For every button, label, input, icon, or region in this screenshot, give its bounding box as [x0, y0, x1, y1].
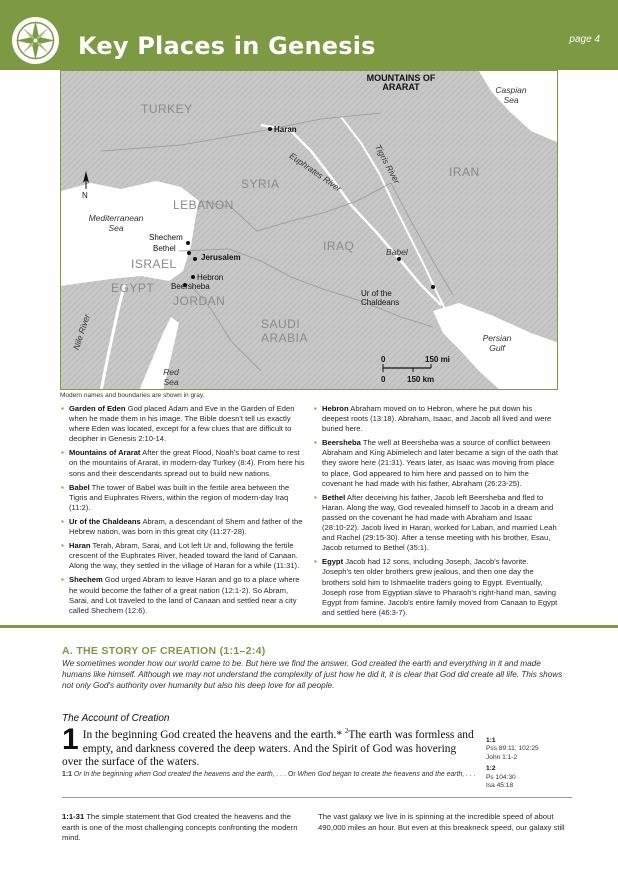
map-label-haran: Haran [274, 125, 297, 134]
cross-references [486, 737, 566, 793]
xref-group: 1:1 Pss 89:11; 102:25 John 1:1-2 [486, 737, 539, 761]
place-entry: ▪ Ur of the Chaldeans Abram, a descendant of Shem and father of the Hebrew nation, was born in this great city (11:27-28). [61, 517, 305, 537]
map-label-syria: SYRIA [241, 177, 280, 191]
map-marker-ur [431, 285, 435, 289]
place-entry: ▪ Babel The tower of Babel was built in the fertile area between the Tigris and Euphrates Rivers, within the region of modern-day Iraq (11:2). [61, 483, 305, 513]
map-label-mountains-of-ararat: MOUNTAINS OF ARARAT [366, 73, 436, 92]
scale-zero-km: 0 [381, 375, 386, 384]
study-note-column-1: 1:1-31 The simple statement that God created the heavens and the earth is one of the most challenging concepts confronting the modern mind. [62, 812, 298, 843]
map-label-tigris-river: Tigris River [372, 142, 402, 186]
map-label-jordan: JORDAN [173, 294, 226, 308]
place-entry: ▪ Mountains of Ararat After the great Flood, Noah's boat came to rest on the mountains of Ararat, in modern-day Turkey (8:4). From here his sons and their descendants spread out to build new nations. [61, 448, 305, 478]
place-entry: ▪ Bethel After deceiving his father, Jacob left Beersheba and fled to Haran. Along the way, God revealed himself to Jacob in a dream and passed on the covenant he had made with Abraham and Isaac (28:10-22). Jacob lived in Haran, worked for Laban, and married Leah and Rachel (29:15-30). After a tense meeting with his brother, Esau, Jacob returned to Bethel (35:1). [314, 493, 558, 554]
map-label-nile-river: Nile River [70, 312, 92, 352]
page-title: Key Places in Genesis [78, 32, 376, 60]
map-label-hebron: Hebron [197, 273, 224, 282]
section-divider [0, 625, 618, 628]
verse-2: The earth was formless and empty, and darkness covered the deep waters. And the Spirit of God was hovering over the surface of the waters. [62, 728, 474, 769]
place-entry: ▪ Garden of Eden God placed Adam and Eve in the Garden of Eden when he made them in his image. The Bible doesn't tell us exactly where Eden was located, except for a few clues that are difficult to decipher in Genesis 2:10-14. [61, 404, 305, 444]
places-column-left [61, 404, 305, 620]
xref-group: 1:2 Ps 104:30 Isa 45:18 [486, 765, 516, 790]
map-label-babel: Babel [386, 247, 408, 257]
scripture-text [62, 725, 476, 770]
place-entry: ▪ Egypt Jacob had 12 sons, including Joseph, Jacob's favorite. Joseph's ten older brothers grew jealous, and then one day the brothers sold him to Ishmaelite traders going to Egypt. Eventually, Joseph rose from Egyptian slave to Pharaoh's right-hand man, saving Egypt from famine. Jacob's entire family moved from Canaan to Egypt and settled here (46:3-7). [314, 557, 558, 618]
compass-rose-icon [12, 17, 59, 64]
map-label-red-sea: Red Sea [163, 367, 179, 387]
map-label-saudi-arabia: SAUDI ARABIA [261, 317, 309, 345]
section-title: A. THE STORY OF CREATION (1:1–2:4) [62, 645, 266, 657]
section-subheading: The Account of Creation [62, 713, 170, 724]
map-marker-bethel [187, 251, 191, 255]
scale-label-miles: 150 mi [425, 355, 450, 364]
map-label-egypt: EGYPT [111, 281, 155, 295]
genesis-map [60, 70, 558, 390]
map-label-lebanon: LEBANON [173, 198, 234, 212]
map-marker-hebron [191, 275, 195, 279]
page-number: page 4 [569, 34, 600, 45]
map-label-ur-of-the-chaldeans: Ur of the Chaldeans [361, 289, 400, 307]
place-entry: ▪ Hebron Abraham moved on to Hebron, where he put down his deepest roots (13:18). Abraham, Isaac, and Jacob all lived and were buried here. [314, 404, 558, 434]
place-entry: ▪ Haran Terah, Abram, Sarai, and Lot left Ur and, following the fertile crescent of the Euphrates River, headed toward the land of Canaan. Along the way, they settled in the village of Haran for a while (11:31). [61, 541, 305, 571]
place-entry: ▪ Beersheba The well at Beersheba was a source of conflict between Abraham and King Abimelech and later became a sign of the oath that they swore here (21:31). Years later, as Isaac was moving from place to place, God appeared to him here and passed on to him the covenant he had made with his father, Abraham (26:23-25). [314, 438, 558, 488]
scale-zero-miles: 0 [381, 355, 386, 364]
map-caption: Modern names and boundaries are shown in gray. [60, 392, 205, 399]
map-marker-babel [397, 257, 401, 261]
map-label-israel: ISRAEL [131, 257, 177, 271]
map-label-bethel: Bethel [153, 244, 176, 253]
map-label-euphrates-river: Euphrates River [287, 150, 344, 194]
map-label-shechem: Shechem [149, 233, 183, 242]
map-label-jerusalem: Jerusalem [201, 253, 241, 262]
map-label-persian-gulf: Persian Gulf [482, 333, 512, 353]
map-label-iran: IRAN [449, 165, 480, 179]
chapter-number: 1 [62, 723, 79, 756]
map-marker-shechem [186, 241, 190, 245]
map-label-caspian-sea: Caspian Sea [495, 85, 527, 105]
map-label-mediterranean-sea: Mediterranean Sea [88, 213, 144, 233]
map-label-beersheba: Beersheba [171, 282, 210, 291]
page-header [0, 0, 618, 70]
verse-1: In the beginning God created the heavens and the earth.* [82, 728, 343, 741]
map-label-north: N [82, 191, 88, 200]
section-intro: We sometimes wonder how our world came to be. But here we find the answer. God created the earth and everything in it and made humans like himself. Although we may not understand the complexity of just how he did it, it is clear that God did create all life. This shows not only God's authority over humanity but also his deep love for all people. [62, 659, 563, 691]
verse-2-number: 2 [344, 727, 349, 735]
places-column-right [314, 404, 558, 622]
map-marker-jerusalem [193, 257, 197, 261]
place-entry: ▪ Shechem God urged Abram to leave Haran and go to a place where he would become the father of a great nation (12:1-2). So Abram, Sarai, and Lot traveled to the land of Canaan and settled near a city called Shechem (12:6). [61, 575, 305, 615]
footnote: 1:1 Or In the beginning when God created the heavens and the earth, . . . Or When God began to create the heavens and the earth, . . . [62, 771, 476, 778]
scale-label-km: 150 km [407, 375, 435, 384]
notes-divider [62, 797, 572, 798]
map-label-iraq: IRAQ [323, 239, 355, 253]
map-label-turkey: TURKEY [141, 102, 193, 116]
study-note-column-2: The vast galaxy we live in is spinning at the incredible speed of about 490,000 miles an hour. But even at this breakneck speed, our galaxy still [318, 812, 565, 832]
map-marker-haran [268, 127, 272, 131]
